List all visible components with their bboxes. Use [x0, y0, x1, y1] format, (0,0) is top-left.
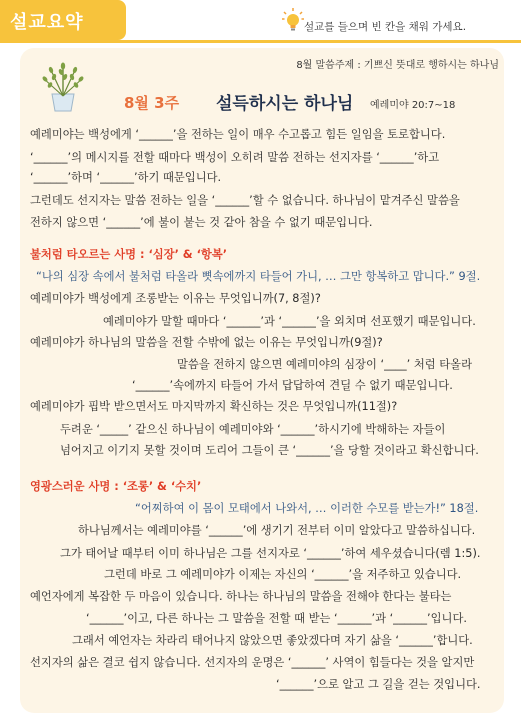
monthly-theme: 8월 말씀주제 : 기쁘신 뜻대로 행하시는 하나님	[296, 60, 499, 71]
header-divider	[0, 40, 521, 43]
question-line: 예레미야가 하나님의 말씀을 전할 수밖에 없는 이유는 무엇입니까(9절)?	[30, 336, 383, 349]
body-line: 예언자에게 복잡한 두 마음이 있습니다. 하나는 하나님의 말씀을 전해야 한다는 불타는	[30, 590, 452, 603]
header-tagline: 설교를 들으며 빈 칸을 채워 가세요.	[304, 21, 467, 33]
body-line: ‘______’으로 알고 그 길을 걷는 것입니다.	[276, 678, 481, 691]
page-title: 설교요약	[10, 12, 84, 33]
intro-line: 전하지 않으면 ‘______’에 불이 붙는 것 같아 참을 수 없기 때문입니다.	[30, 216, 373, 229]
body-line: 그래서 예언자는 차라리 태어나지 않았으면 좋았겠다며 자기 삶을 ‘______’합니다.	[72, 634, 473, 647]
body-line: ‘______’이고, 다른 하나는 그 말씀을 전할 때 받는 ‘______’과 ‘______’입니다.	[86, 612, 467, 625]
body-line: 하나님께서는 예레미야를 ‘______’에 생기기 전부터 이미 알았다고 말씀하십니다.	[78, 524, 476, 537]
plant-vase-icon	[38, 58, 88, 112]
answer-line: 말씀을 전하지 않으면 예레미야의 심장이 ‘____’ 처럼 타올라	[177, 358, 472, 371]
intro-line: ‘______’하며 ‘______’하기 때문입니다.	[30, 171, 222, 184]
body-line: 그가 태어날 때부터 이미 하나님은 그를 선지자로 ‘______’하여 세우셨습니다(렘 1:5).	[60, 547, 481, 560]
header-bar	[0, 0, 521, 46]
scripture-quote: “나의 심장 속에서 불처럼 타올라 뼛속에까지 타들어 가니, … 그만 항복하고 맙니다.” 9절.	[36, 270, 481, 283]
section-heading: 불처럼 타오르는 사명 : ‘심장’ & ‘항복’	[30, 248, 228, 261]
question-line: 예레미야가 백성에게 조롱받는 이유는 무엇입니까(7, 8절)?	[30, 292, 321, 305]
lightbulb-icon	[282, 8, 304, 34]
question-line: 예레미야가 핍박 받으면서도 마지막까지 확신하는 것은 무엇입니까(11절)?	[30, 400, 398, 413]
intro-line: 그런데도 선지자는 말씀 전하는 일을 ‘______’할 수 없습니다. 하나님이 맡겨주신 말씀을	[30, 194, 460, 207]
answer-line: 넘어지고 이기지 못할 것이며 도리어 그들이 큰 ‘______’을 당할 것이라고 확신합니다.	[60, 444, 479, 457]
intro-line: ‘______’의 메시지를 전할 때마다 백성이 오히려 말씀 전하는 선지자를 ‘______’하고	[30, 151, 440, 164]
body-line: 선지자의 삶은 결코 쉽지 않습니다. 선지자의 운명은 ‘______’ 사역이 힘들다는 것을 알지만	[30, 656, 475, 669]
title-tab	[0, 0, 126, 40]
section-heading: 영광스러운 사명 : ‘조롱’ & ‘수치’	[30, 480, 202, 493]
scripture-quote: “어찌하여 이 몸이 모태에서 나와서, … 이러한 수모를 받는가!” 18절.	[135, 502, 479, 515]
scripture-reference: 예레미야 20:7~18	[370, 100, 456, 111]
answer-line: 예레미야가 말할 때마다 ‘______’과 ‘______’을 외치며 선포했기 때문입니다.	[103, 315, 476, 328]
body-line: 그런데 바로 그 예레미야가 이제는 자신의 ‘______’을 저주하고 있습니다.	[104, 568, 462, 581]
answer-line: 두려운 ‘_____’ 같으신 하나님이 예레미야와 ‘______’하시기에 박해하는 자들이	[60, 423, 446, 436]
answer-line: ‘______’속에까지 타들어 가서 답답하여 견딜 수 없기 때문입니다.	[132, 379, 453, 392]
sermon-title: 설득하시는 하나님	[216, 94, 354, 114]
intro-line: 예레미야는 백성에게 ‘______’을 전하는 일이 매우 수고롭고 힘든 일임을 토로합니다.	[30, 128, 446, 141]
sermon-week: 8월 3주	[124, 94, 180, 112]
